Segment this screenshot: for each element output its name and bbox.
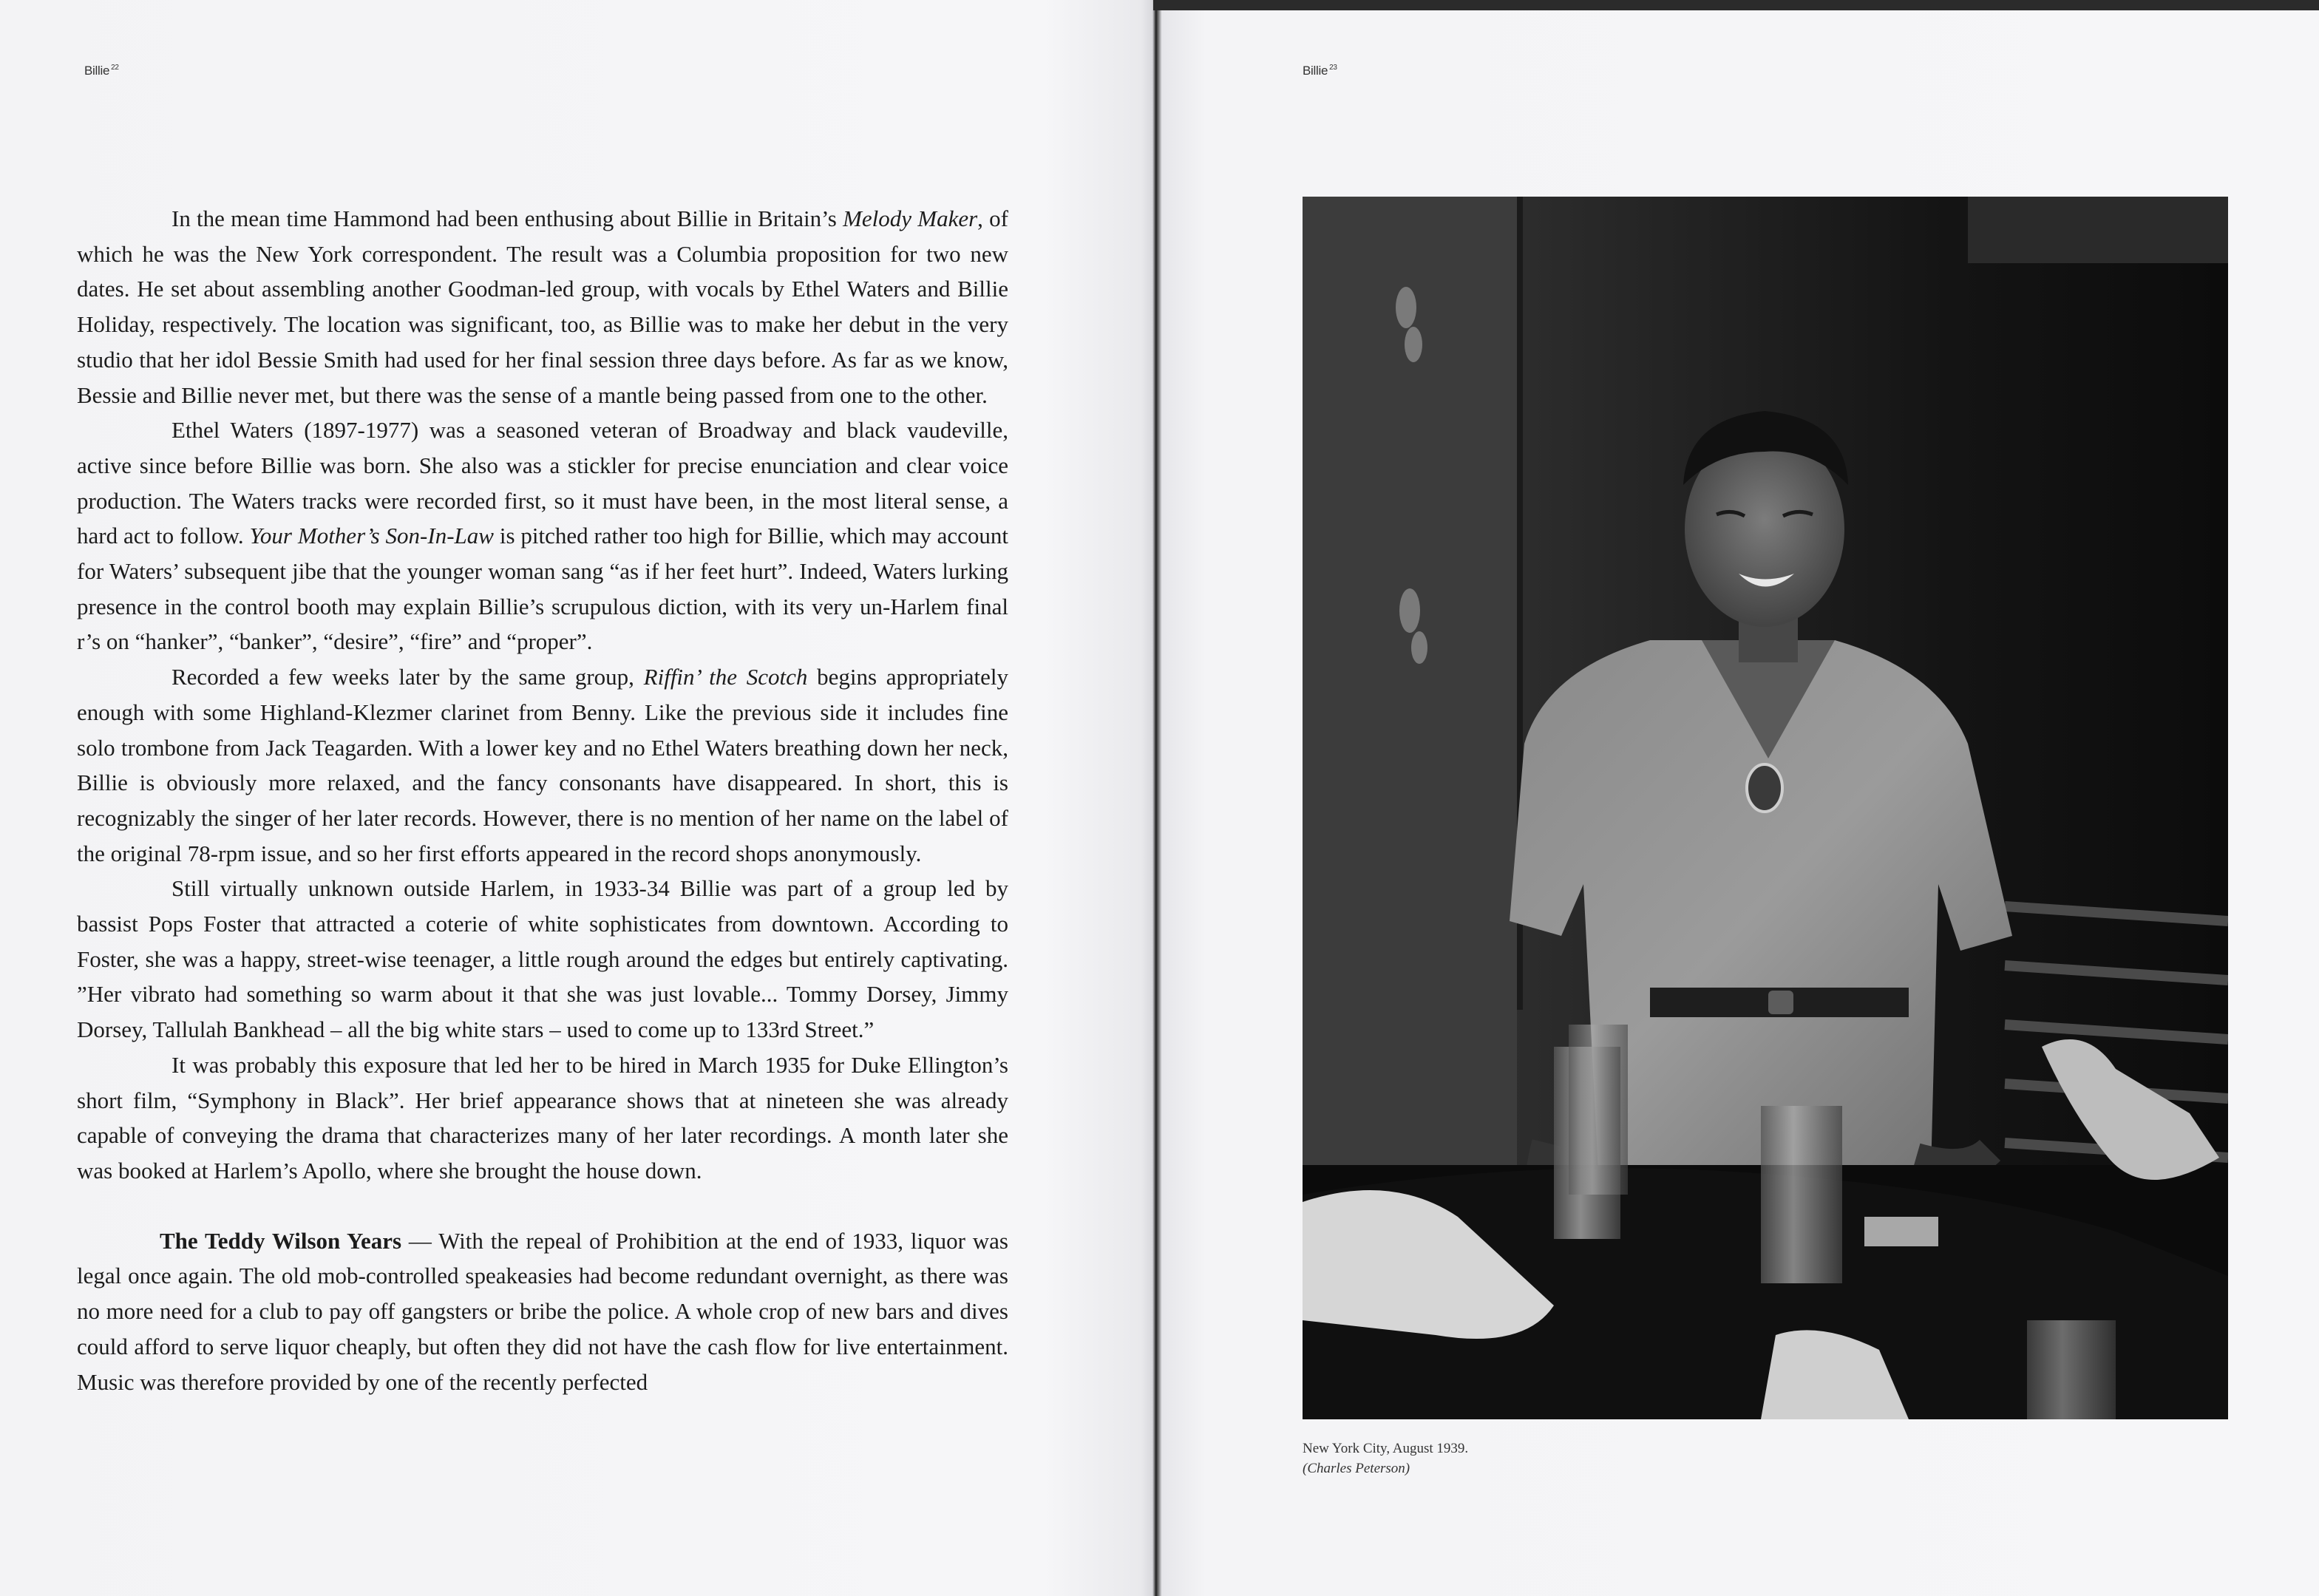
section-paragraph (77, 1223, 1008, 1400)
italic-title: Your Mother’s Son-In-Law (249, 523, 494, 549)
text-run: — With the repeal of Prohibition at the end of 1933, liquor was legal once again. The old mob-controlled speakeasies had become redundant overnight, as there was no more need for a club to pay off gangsters or bribe the police. A whole crop of new bars and dives could afford to serve liquor cheaply, but often they did not have the cash flow for live entertainment. Music was therefore provided by one of the recently perfected (77, 1227, 1008, 1395)
running-head-left (84, 64, 119, 78)
body-paragraph (77, 412, 1008, 659)
body-paragraph (77, 201, 1008, 412)
body-paragraph (77, 1047, 1008, 1189)
page-number: 23 (1329, 64, 1337, 72)
text-run: , of which he was the New York correspondent. The result was a Columbia proposition for two new dates. He set about assembling another Goodman-led group, with vocals by Ethel Waters and Billie Holiday, respectively. The location was significant, too, as Billie was to make her debut in the very studio that her idol Bessie Smith had used for her final session three days before. As far as we know, Bessie and Billie never met, but there was the sense of a mantle being passed from one to the other. (77, 206, 1008, 408)
photo-caption (1303, 1439, 1468, 1478)
text-run: Still virtually unknown outside Harlem, in 1933-34 Billie was part of a group led by bassist Pops Foster that attracted a coterie of white sophisticates from downtown. According to Foster, she was a happy, street-wise teenager, a little rough around the edges but entirely captivating. ”Her vibrato had something so warm about it that she was just lovable... Tommy Dorsey, Jimmy Dorsey, Tallulah Bankhead – all the big white stars – used to come up to 133rd Street.” (77, 875, 1008, 1043)
right-page (1158, 0, 2319, 1596)
text-run: begins appropriately enough with some Highland-Klezmer clarinet from Benny. Like the previous side it includes fine solo trombone from Jack Teagarden. With a lower key and no Ethel Waters breathing down her neck, Billie is obviously more relaxed, and the fancy consonants have disappeared. In short, this is recognizably the singer of her later records. However, there is no mention of her name on the label of the original 78-rpm issue, and so her first efforts appeared in the record shops anonymously. (77, 664, 1009, 866)
caption-location-date: New York City, August 1939. (1303, 1441, 1469, 1456)
text-run: Ethel Waters (1897-1977) was a seasoned veteran of Broadway and black vaudeville, active since before Billie was born. She also was a stickler for precise enunciation and clear voice production. The Waters tracks were recorded first, so it must have been, in the most literal sense, a hard act to follow. (77, 417, 1008, 549)
italic-title: Melody Maker (843, 206, 978, 231)
body-paragraph (77, 871, 1008, 1047)
section-heading: The Teddy Wilson Years (160, 1227, 402, 1254)
page-number: 22 (111, 64, 119, 72)
text-run: is pitched rather too high for Billie, which may account for Waters’ subsequent jibe that the younger woman sang “as if her feet hurt”. Indeed, Waters lurking presence in the control booth may explain Billie’s scrupulous diction, with its very un-Harlem final r’s on “hanker”, “banker”, “desire”, “fire” and “proper”. (77, 523, 1009, 655)
caption-credit: (Charles Peterson) (1303, 1461, 1410, 1476)
drinking-glass (1569, 1025, 1628, 1195)
drinking-glass (1761, 1106, 1842, 1283)
italic-title: Riffin’ the Scotch (643, 664, 808, 690)
drinking-glass (2027, 1320, 2116, 1419)
left-page (0, 0, 1147, 1596)
body-paragraph (77, 659, 1008, 871)
text-run: It was probably this exposure that led her to be hired in March 1935 for Duke Ellington’s short film, “Symphony in Black”. Her brief appearance shows that at nineteen she was already capable of conveying the drama that characterizes many of her later recordings. A month later she was booked at Harlem’s Apollo, where she brought the house down. (77, 1051, 1008, 1184)
running-head-title: Billie (1303, 64, 1328, 78)
photograph (1303, 197, 2228, 1419)
text-run: In the mean time Hammond had been enthusing about Billie in Britain’s (172, 206, 843, 231)
running-head-title: Billie (84, 64, 110, 78)
running-head-right (1303, 64, 1337, 78)
body-text (77, 201, 1008, 1399)
text-run: Recorded a few weeks later by the same group, (172, 664, 644, 690)
